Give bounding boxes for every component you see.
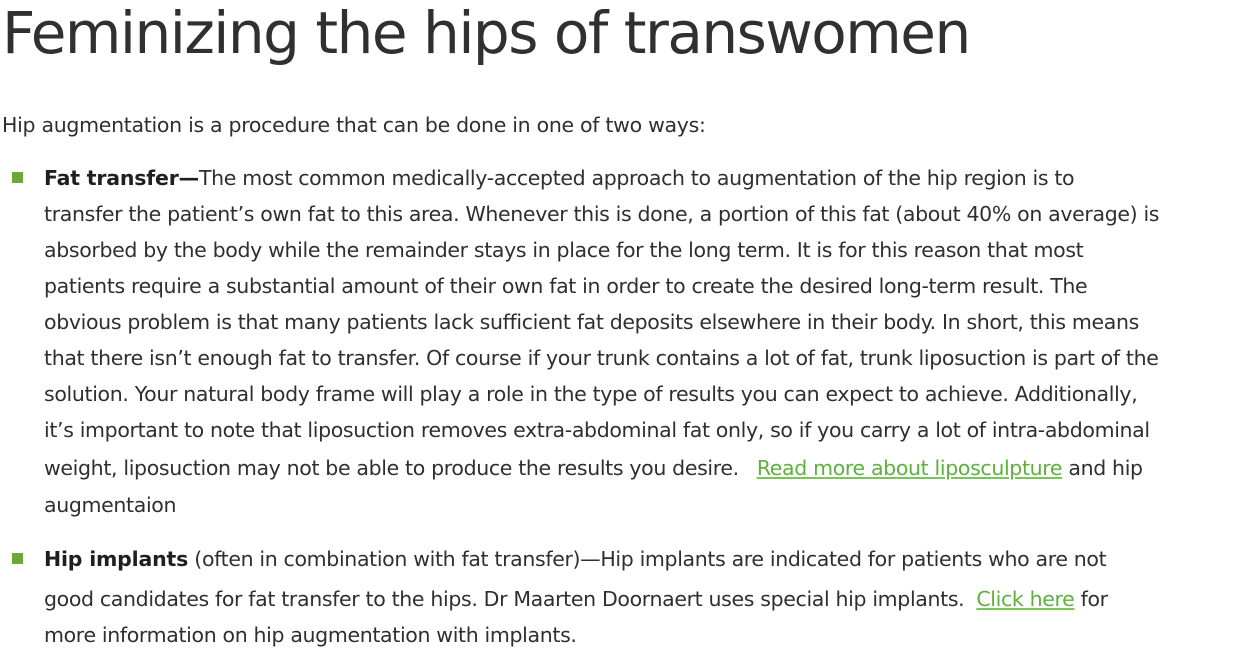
text-fragment: for xyxy=(1080,587,1108,611)
text-fragment: (often in combination with fat transfer)—Hip implants are indicated for patients who are not xyxy=(194,547,1107,571)
read-more-liposculpture-link[interactable]: Read more about liposculpture xyxy=(756,456,1063,480)
text-line: solution. Your natural body frame will play a role in the type of results you can expect to achieve. Additionally, xyxy=(44,382,1138,406)
text-line: transfer the patient’s own fat to this area. Whenever this is done, a portion of this fat (about 40% on average) is xyxy=(44,202,1160,226)
item-heading: Hip implants xyxy=(44,547,189,571)
click-here-link[interactable]: Click here xyxy=(976,587,1075,611)
text-fragment: weight, liposuction may not be able to produce the results you desire. xyxy=(44,456,739,480)
text-line: augmentaion xyxy=(44,493,177,517)
text-line xyxy=(44,452,1143,484)
text-line: absorbed by the body while the remainder stays in place for the long term. It is for this reason that most xyxy=(44,238,1084,262)
text-line: it’s important to note that liposuction removes extra-abdominal fat only, so if you carry a lot of intra-abdominal xyxy=(44,418,1150,442)
text-fragment: The most common medically-accepted approach to augmentation of the hip region is to xyxy=(198,166,1075,190)
item-heading: Fat transfer xyxy=(44,166,179,190)
page-title: Feminizing the hips of transwomen xyxy=(2,0,970,67)
text-fragment: good candidates for fat transfer to the hips. Dr Maarten Doornaert uses special hip implants. xyxy=(44,587,965,611)
text-line xyxy=(44,162,1074,194)
text-line: patients require a substantial amount of their own fat in order to create the desired long-term result. The xyxy=(44,274,1088,298)
intro-paragraph: Hip augmentation is a procedure that can be done in one of two ways: xyxy=(2,113,706,137)
text-line: obvious problem is that many patients lack sufficient fat deposits elsewhere in their body. In short, this means xyxy=(44,310,1139,334)
text-line: that there isn’t enough fat to transfer. Of course if your trunk contains a lot of fat, trunk liposuction is part of the xyxy=(44,346,1159,370)
square-bullet-icon xyxy=(12,553,23,564)
text-line xyxy=(44,543,1106,575)
em-dash: — xyxy=(178,166,199,190)
square-bullet-icon xyxy=(12,172,23,183)
text-fragment: and hip xyxy=(1068,456,1143,480)
text-line: more information on hip augmentation with implants. xyxy=(44,623,577,647)
text-line xyxy=(44,583,1108,615)
